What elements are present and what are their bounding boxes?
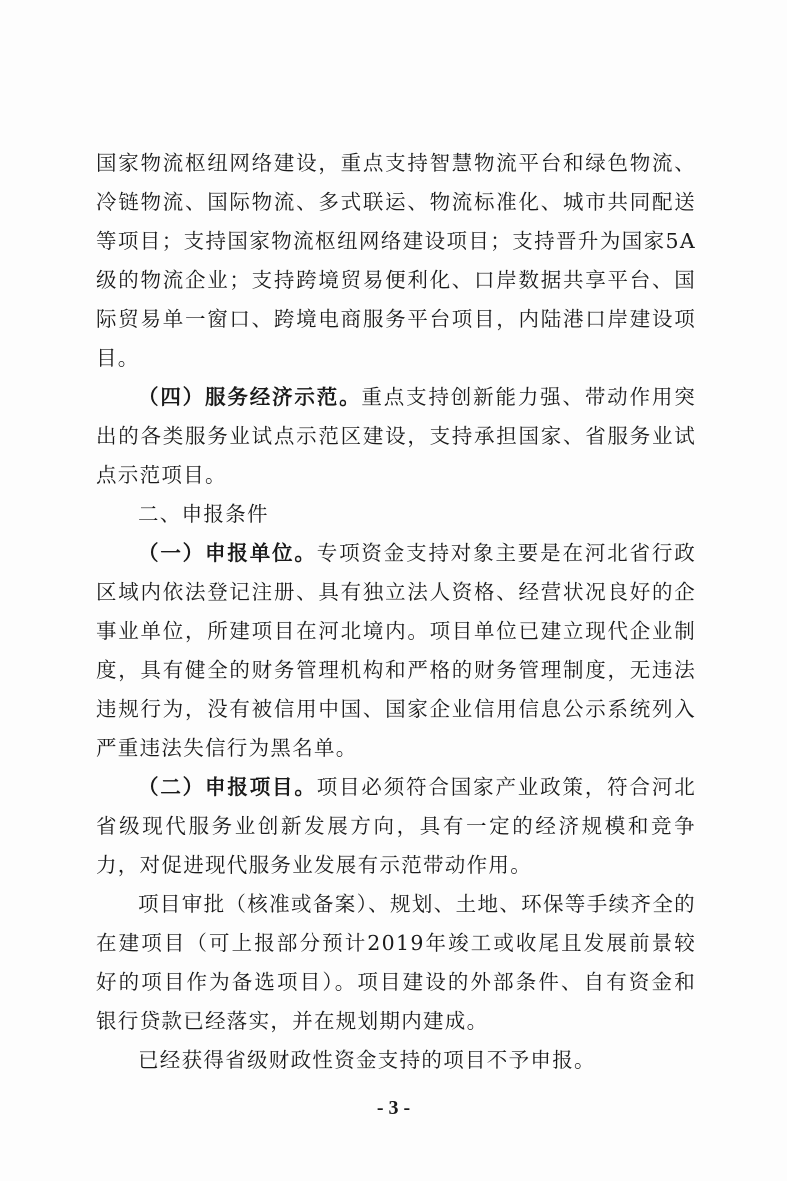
section-label-applicant: （一）申报单位。 — [138, 541, 317, 565]
paragraph-logistics: 国家物流枢纽网络建设，重点支持智慧物流平台和绿色物流、冷链物流、国际物流、多式联运、物流标准化、城市共同配送等项目；支持国家物流枢纽网络建设项目；支持晋升为国家5A级的物流企业；支持跨境贸易便利化、口岸数据共享平台、国际贸易单一窗口、跨境电商服务平台项目，内陆港口岸建设项目。 — [96, 151, 696, 370]
document-body — [96, 144, 696, 1080]
paragraph-applicant — [96, 534, 696, 768]
paragraph-project — [96, 768, 696, 885]
page-number: - 3 - — [376, 1097, 411, 1119]
paragraph-project-text: 项目必须符合国家产业政策，符合河北省级现代服务业创新发展方向，具有一定的经济规模和竞争力，对促进现代服务业发展有示范带动作用。 — [96, 775, 696, 877]
paragraph-service-demo — [96, 378, 696, 495]
section-label-service-demo: （四）服务经济示范。 — [138, 385, 362, 409]
section-label-project: （二）申报项目。 — [138, 775, 317, 799]
paragraph-exclusion: 已经获得省级财政性资金支持的项目不予申报。 — [138, 1048, 596, 1072]
section-heading-conditions: 二、申报条件 — [138, 502, 269, 526]
paragraph-approval: 项目审批（核准或备案）、规划、土地、环保等手续齐全的在建项目（可上报部分预计2019年竣工或收尾且发展前景较好的项目作为备选项目）。项目建设的外部条件、自有资金和银行贷款已经落实，并在规划期内建成。 — [96, 892, 696, 1033]
paragraph-applicant-text: 专项资金支持对象主要是在河北省行政区域内依法登记注册、具有独立法人资格、经营状况良好的企事业单位，所建项目在河北境内。项目单位已建立现代企业制度，具有健全的财务管理机构和严格的财务管理制度，无违法违规行为，没有被信用中国、国家企业信用信息公示系统列入严重违法失信行为黑名单。 — [96, 541, 696, 760]
paragraph-service-demo-text: 重点支持创新能力强、带动作用突出的各类服务业试点示范区建设，支持承担国家、省服务业试点示范项目。 — [96, 385, 697, 487]
